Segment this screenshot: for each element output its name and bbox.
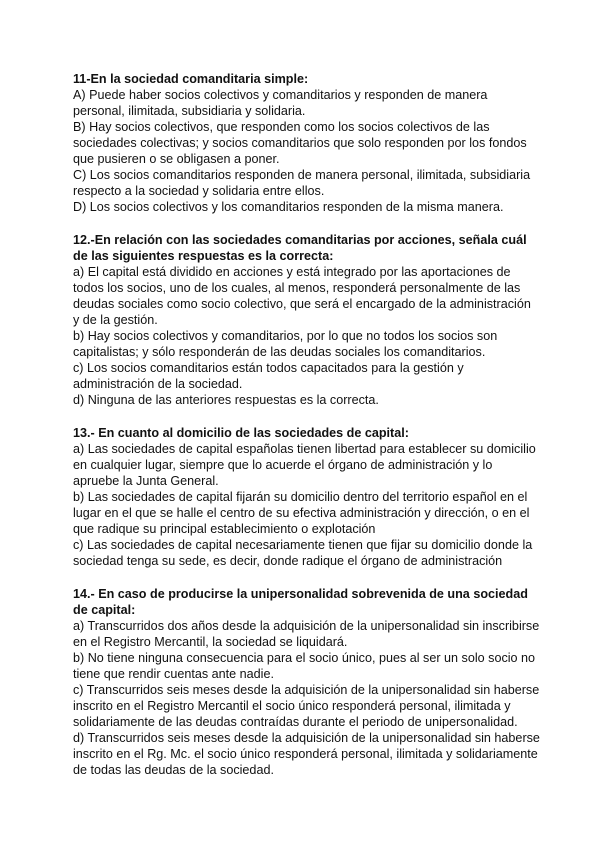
- answer-option: a) Transcurridos dos años desde la adquisición de la unipersonalidad sin inscribirse en el Registro Mercantil, la sociedad se liquidará.: [73, 619, 540, 649]
- answer-option: d) Transcurridos seis meses desde la adquisición de la unipersonalidad sin haberse inscrito en el Rg. Mc. el socio único responderá personal, ilimitada y solidariamente de todas las deudas de la sociedad.: [73, 731, 540, 777]
- question-title: 13.- En cuanto al domicilio de las sociedades de capital:: [73, 426, 409, 440]
- answer-option: C) Los socios comanditarios responden de manera personal, ilimitada, subsidiaria respecto a la sociedad y solidaria entre ellos.: [73, 168, 531, 198]
- answer-option: c) Transcurridos seis meses desde la adquisición de la unipersonalidad sin haberse inscrito en el Registro Mercantil el socio único responderá personal, ilimitada y solidariamente de las deudas contraídas durante el periodo de unipersonalidad.: [73, 683, 540, 729]
- answer-option: a) Las sociedades de capital españolas tienen libertad para establecer su domicilio en cualquier lugar, siempre que lo acuerde el órgano de administración y lo apruebe la Junta General.: [73, 442, 536, 488]
- question-title: 11-En la sociedad comanditaria simple:: [73, 72, 309, 86]
- question-12: [73, 232, 540, 408]
- answer-option: a) El capital está dividido en acciones y está integrado por las aportaciones de todos los socios, uno de los cuales, al menos, responderá personalmente de las deudas sociales como socio colectivo, que será el encargado de la administración y de la gestión.: [73, 265, 531, 327]
- answer-option: d) Ninguna de las anteriores respuestas es la correcta.: [73, 393, 379, 407]
- question-title: 12.-En relación con las sociedades comanditarias por acciones, señala cuál de las siguientes respuestas es la correcta:: [73, 233, 527, 263]
- answer-option: b) No tiene ninguna consecuencia para el socio único, pues al ser un solo socio no tiene que rendir cuentas ante nadie.: [73, 651, 536, 681]
- question-13: [73, 425, 540, 569]
- question-title: 14.- En caso de producirse la unipersonalidad sobrevenida de una sociedad de capital:: [73, 587, 528, 617]
- answer-option: c) Los socios comanditarios están todos capacitados para la gestión y administración de la sociedad.: [73, 361, 464, 391]
- question-14: [73, 586, 540, 778]
- answer-option: c) Las sociedades de capital necesariamente tienen que fijar su domicilio donde la sociedad tenga su sede, es decir, donde radique el órgano de administración: [73, 538, 533, 568]
- answer-option: A) Puede haber socios colectivos y comanditarios y responden de manera personal, ilimitada, subsidiaria y solidaria.: [73, 88, 488, 118]
- answer-option: D) Los socios colectivos y los comanditarios responden de la misma manera.: [73, 200, 504, 214]
- answer-option: B) Hay socios colectivos, que responden como los socios colectivos de las sociedades colectivas; y socios comanditarios que solo responden por los fondos que pusieren o se obligasen a poner.: [73, 120, 527, 166]
- answer-option: b) Las sociedades de capital fijarán su domicilio dentro del territorio español en el lugar en el que se halle el centro de su efectiva administración y dirección, o en el que radique su principal establecimiento o explotación: [73, 490, 530, 536]
- answer-option: b) Hay socios colectivos y comanditarios, por lo que no todos los socios son capitalistas; y sólo responderán de las deudas sociales los comanditarios.: [73, 329, 498, 359]
- question-11: [73, 71, 540, 215]
